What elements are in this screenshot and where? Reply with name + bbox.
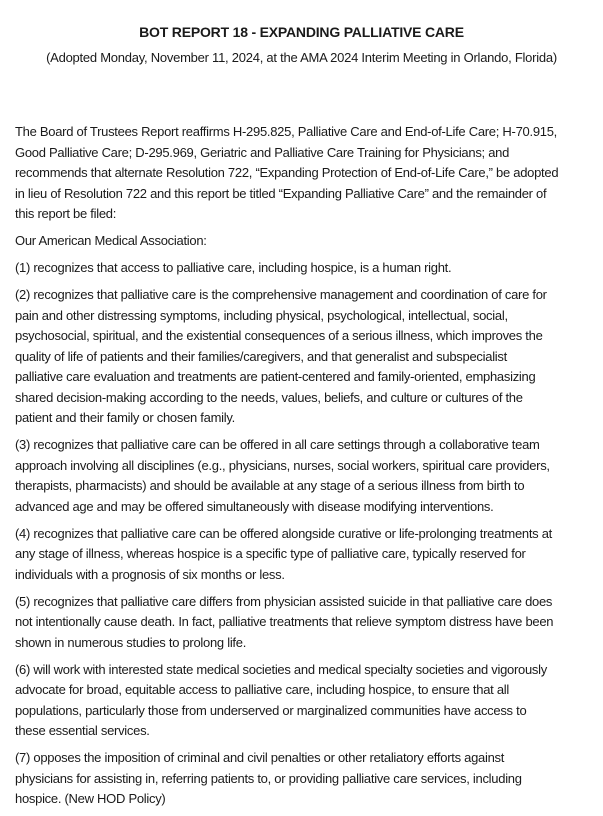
text-line: shown in numerous studies to prolong life. <box>15 634 247 650</box>
document-subtitle: (Adopted Monday, November 11, 2024, at the AMA 2024 Interim Meeting in Orlando, Florida) <box>46 50 557 65</box>
preamble-paragraph <box>15 231 600 252</box>
text-line: individuals with a prognosis of six months or less. <box>15 566 285 582</box>
resolution-clause <box>15 258 600 279</box>
text-line: therapists, pharmacists) and should be available at any stage of a serious illness from birth to <box>15 478 525 493</box>
text-line: advocate for broad, equitable access to palliative care, including hospice, to ensure that all <box>15 682 509 697</box>
text-line: (2) recognizes that palliative care is the comprehensive management and coordination of care for <box>15 287 547 302</box>
text-line: in lieu of Resolution 722 and this report be titled “Expanding Palliative Care” and the remainder of <box>15 185 547 201</box>
text-line: any stage of illness, whereas hospice is a specific type of palliative care, typically reserved for <box>15 546 526 561</box>
document-body <box>15 122 600 816</box>
text-line: palliative care evaluation and treatments are patient-centered and family-oriented, emphasizing <box>15 369 536 384</box>
text-line: pain and other distressing symptoms, including physical, psychological, intellectual, social, <box>15 307 508 323</box>
text-line: populations, particularly those from underserved or marginalized communities have access to <box>15 702 527 718</box>
text-line: The Board of Trustees Report reaffirms H-295.825, Palliative Care and End-of-Life Care; H-70.915, <box>15 124 557 139</box>
text-line: not intentionally cause death. In fact, palliative treatments that relieve symptom distress have been <box>15 614 554 629</box>
text-line: psychosocial, spiritual, and the existential consequences of a serious illness, which improves the <box>15 328 543 343</box>
text-line: (1) recognizes that access to palliative care, including hospice, is a human right. <box>15 260 452 275</box>
text-line: recommends that alternate Resolution 722, “Expanding Protection of End-of-Life Care,” be adopted <box>15 165 559 180</box>
resolution-clause <box>15 592 600 654</box>
text-line: Our American Medical Association: <box>15 233 207 248</box>
intro-paragraph <box>15 122 600 225</box>
text-line: this report be filed: <box>15 206 117 221</box>
text-line: physicians for assisting in, referring patients to, or providing palliative care services, including <box>15 770 522 786</box>
text-line: (6) will work with interested state medical societies and medical specialty societies and vigorously <box>15 661 547 677</box>
resolution-clause <box>15 660 600 742</box>
text-line: approach involving all disciplines (e.g., physicians, nurses, social workers, spiritual care providers, <box>15 457 550 473</box>
text-line: (4) recognizes that palliative care can be offered alongside curative or life-prolonging treatments at <box>15 525 553 541</box>
resolution-clause <box>15 748 600 810</box>
text-line: Good Palliative Care; D-295.969, Geriatric and Palliative Care Training for Physicians; and <box>15 144 510 160</box>
text-line: advanced age and may be offered simultaneously with disease modifying interventions. <box>15 498 494 514</box>
resolution-clause <box>15 285 600 429</box>
text-line: hospice. (New HOD Policy) <box>15 791 166 806</box>
resolution-clause <box>15 524 600 586</box>
text-line: (3) recognizes that palliative care can be offered in all care settings through a collaborative team <box>15 437 540 452</box>
text-line: these essential services. <box>15 723 150 738</box>
document-title: BOT REPORT 18 - EXPANDING PALLIATIVE CARE <box>139 24 464 40</box>
resolution-clause <box>15 435 600 517</box>
text-line: patient and their family or chosen family. <box>15 410 235 425</box>
text-line: (7) opposes the imposition of criminal and civil penalties or other retaliatory efforts against <box>15 750 505 765</box>
text-line: shared decision-making according to the needs, values, beliefs, and culture or cultures of the <box>15 389 523 405</box>
text-line: (5) recognizes that palliative care differs from physician assisted suicide in that palliative care does <box>15 593 553 609</box>
text-line: quality of life of patients and their families/caregivers, and that generalist and subspecialist <box>15 348 507 364</box>
